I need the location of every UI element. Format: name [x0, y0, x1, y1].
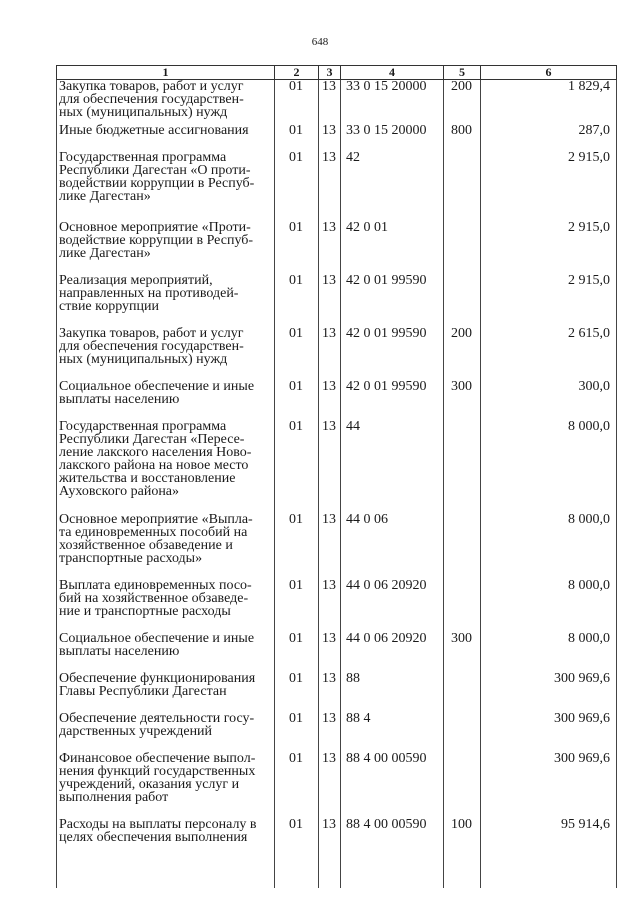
amount-cell: 8 000,0	[481, 513, 617, 579]
expense-name-line: Реализация мероприятий,	[59, 274, 213, 288]
expense-name-line: лике Дагестан»	[59, 189, 151, 204]
table-row	[57, 420, 617, 513]
expense-name-line: выплаты населению	[59, 392, 180, 407]
expense-name-line: Государственная программа	[59, 420, 227, 434]
subsection-code-cell: 13	[319, 380, 341, 420]
section-code-cell: 01	[275, 752, 319, 818]
subsection-code-cell: 13	[319, 221, 341, 274]
expense-name-cell	[57, 274, 275, 327]
expense-type-cell: 200	[444, 80, 481, 125]
expense-name-cell	[57, 380, 275, 420]
expense-name-line: Республики Дагестан «Пересе-	[59, 432, 245, 447]
column-header-6: 6	[481, 66, 617, 80]
expense-type-cell	[444, 752, 481, 818]
section-code-cell: 01	[275, 327, 319, 380]
expense-name-line: выплаты населению	[59, 644, 180, 659]
table-row	[57, 80, 617, 125]
expense-name-cell	[57, 579, 275, 632]
subsection-code-cell: 13	[319, 672, 341, 712]
section-code-cell: 01	[275, 513, 319, 579]
table-row	[57, 380, 617, 420]
amount-cell: 95 914,6	[481, 818, 617, 888]
expense-name-cell	[57, 752, 275, 818]
target-article-cell: 44 0 06 20920	[341, 579, 444, 632]
amount-cell: 8 000,0	[481, 420, 617, 513]
budget-table	[56, 65, 617, 888]
table-row	[57, 124, 617, 151]
target-article-cell: 88	[341, 672, 444, 712]
expense-name-line: Основное мероприятие «Проти-	[59, 221, 251, 235]
section-code-cell: 01	[275, 579, 319, 632]
expense-name-line: Социальное обеспечение и иные	[59, 632, 255, 646]
expense-type-cell	[444, 579, 481, 632]
expense-type-cell	[444, 274, 481, 327]
expense-name-line: Расходы на выплаты персоналу в	[59, 818, 257, 832]
expense-type-cell: 800	[444, 124, 481, 151]
amount-cell: 300,0	[481, 380, 617, 420]
expense-name-cell	[57, 818, 275, 888]
expense-name-line: Ауховского района»	[59, 484, 180, 499]
amount-cell: 8 000,0	[481, 632, 617, 672]
expense-name-line: ствие коррупции	[59, 299, 160, 314]
expense-name-line: Закупка товаров, работ и услуг	[59, 327, 244, 341]
section-code-cell: 01	[275, 124, 319, 151]
expense-type-cell: 300	[444, 380, 481, 420]
target-article-cell: 33 0 15 20000	[341, 124, 444, 151]
column-header-4: 4	[341, 66, 444, 80]
target-article-cell: 88 4	[341, 712, 444, 752]
expense-name-line: лике Дагестан»	[59, 246, 151, 261]
expense-name-cell	[57, 151, 275, 221]
expense-name-line: учреждений, оказания услуг и	[59, 777, 240, 792]
table-row	[57, 274, 617, 327]
target-article-cell: 42 0 01 99590	[341, 274, 444, 327]
target-article-cell: 44 0 06	[341, 513, 444, 579]
column-header-3: 3	[319, 66, 341, 80]
section-code-cell: 01	[275, 274, 319, 327]
expense-name-line: целях обеспечения выполнения	[59, 830, 248, 845]
subsection-code-cell: 13	[319, 752, 341, 818]
amount-cell: 8 000,0	[481, 579, 617, 632]
expense-name-line: Обеспечение функционирования	[59, 672, 256, 686]
target-article-cell: 33 0 15 20000	[341, 80, 444, 125]
expense-name-cell	[57, 672, 275, 712]
expense-name-cell	[57, 124, 275, 151]
expense-name-cell	[57, 632, 275, 672]
expense-name-cell	[57, 327, 275, 380]
expense-name-line: дарственных учреждений	[59, 724, 213, 739]
expense-name-line: хозяйственное обзаведение и	[59, 538, 233, 553]
table-header-row	[57, 66, 617, 80]
expense-name-line: Социальное обеспечение и иные	[59, 380, 255, 394]
table-row	[57, 513, 617, 579]
expense-type-cell	[444, 151, 481, 221]
expense-name-cell	[57, 221, 275, 274]
expense-name-line: лакского района на новое место	[59, 458, 249, 473]
expense-name-line: для обеспечения государствен-	[59, 339, 244, 354]
table-row	[57, 672, 617, 712]
expense-type-cell	[444, 420, 481, 513]
table-row	[57, 579, 617, 632]
amount-cell: 2 915,0	[481, 221, 617, 274]
subsection-code-cell: 13	[319, 632, 341, 672]
section-code-cell: 01	[275, 221, 319, 274]
expense-name-line: водействии коррупции в Респуб-	[59, 176, 255, 191]
target-article-cell: 44	[341, 420, 444, 513]
expense-name-line: Финансовое обеспечение выпол-	[59, 752, 256, 766]
expense-type-cell: 200	[444, 327, 481, 380]
expense-name-line: ление лакского населения Ново-	[59, 445, 252, 460]
target-article-cell: 88 4 00 00590	[341, 752, 444, 818]
target-article-cell: 42 0 01	[341, 221, 444, 274]
expense-type-cell	[444, 513, 481, 579]
section-code-cell: 01	[275, 80, 319, 125]
section-code-cell: 01	[275, 818, 319, 888]
table-row	[57, 327, 617, 380]
subsection-code-cell: 13	[319, 151, 341, 221]
subsection-code-cell: 13	[319, 274, 341, 327]
expense-name-line: транспортные расходы»	[59, 551, 203, 566]
target-article-cell: 42	[341, 151, 444, 221]
expense-name-line: жительства и восстановление	[59, 471, 236, 486]
table-row	[57, 818, 617, 888]
column-header-5: 5	[444, 66, 481, 80]
expense-name-line: Основное мероприятие «Выпла-	[59, 513, 253, 527]
target-article-cell: 44 0 06 20920	[341, 632, 444, 672]
target-article-cell: 42 0 01 99590	[341, 380, 444, 420]
expense-name-line: ние и транспортные расходы	[59, 604, 231, 619]
expense-name-line: водействие коррупции в Респуб-	[59, 233, 254, 248]
table-row	[57, 151, 617, 221]
expense-name-line: ных (муниципальных) нужд	[59, 352, 228, 367]
expense-name-line: Обеспечение деятельности госу-	[59, 712, 255, 726]
page-number: 648	[311, 36, 329, 48]
section-code-cell: 01	[275, 712, 319, 752]
expense-name-line: выполнения работ	[59, 790, 169, 805]
expense-name-line: Иные бюджетные ассигнования	[59, 124, 249, 138]
section-code-cell: 01	[275, 632, 319, 672]
section-code-cell: 01	[275, 420, 319, 513]
amount-cell: 300 969,6	[481, 672, 617, 712]
subsection-code-cell: 13	[319, 327, 341, 380]
subsection-code-cell: 13	[319, 579, 341, 632]
expense-name-cell	[57, 712, 275, 752]
expense-name-line: ных (муниципальных) нужд	[59, 105, 228, 120]
amount-cell: 2 915,0	[481, 151, 617, 221]
expense-name-cell	[57, 420, 275, 513]
table-row	[57, 712, 617, 752]
amount-cell: 300 969,6	[481, 752, 617, 818]
column-header-2: 2	[275, 66, 319, 80]
expense-name-line: направленных на противодей-	[59, 286, 239, 301]
expense-name-line: Главы Республики Дагестан	[59, 684, 227, 699]
table-row	[57, 221, 617, 274]
expense-name-line: Выплата единовременных посо-	[59, 579, 252, 593]
amount-cell: 2 915,0	[481, 274, 617, 327]
amount-cell: 287,0	[481, 124, 617, 151]
section-code-cell: 01	[275, 672, 319, 712]
expense-name-line: та единовременных пособий на	[59, 525, 248, 540]
section-code-cell: 01	[275, 380, 319, 420]
target-article-cell: 42 0 01 99590	[341, 327, 444, 380]
amount-cell: 2 615,0	[481, 327, 617, 380]
subsection-code-cell: 13	[319, 124, 341, 151]
subsection-code-cell: 13	[319, 513, 341, 579]
expense-name-line: бий на хозяйственное обзаведе-	[59, 591, 249, 606]
expense-name-line: нения функций государственных	[59, 764, 256, 779]
expense-name-line: Государственная программа	[59, 151, 227, 165]
expense-type-cell: 300	[444, 632, 481, 672]
amount-cell: 1 829,4	[481, 80, 617, 125]
subsection-code-cell: 13	[319, 818, 341, 888]
expense-type-cell: 100	[444, 818, 481, 888]
expense-type-cell	[444, 221, 481, 274]
column-header-1: 1	[57, 66, 275, 80]
subsection-code-cell: 13	[319, 80, 341, 125]
expense-name-line: Республики Дагестан «О проти-	[59, 163, 251, 178]
expense-type-cell	[444, 712, 481, 752]
table-row	[57, 632, 617, 672]
table-row	[57, 752, 617, 818]
expense-name-cell	[57, 80, 275, 125]
target-article-cell: 88 4 00 00590	[341, 818, 444, 888]
expense-name-line: для обеспечения государствен-	[59, 92, 244, 107]
expense-type-cell	[444, 672, 481, 712]
section-code-cell: 01	[275, 151, 319, 221]
subsection-code-cell: 13	[319, 712, 341, 752]
expense-name-line: Закупка товаров, работ и услуг	[59, 79, 244, 94]
amount-cell: 300 969,6	[481, 712, 617, 752]
expense-name-cell	[57, 513, 275, 579]
subsection-code-cell: 13	[319, 420, 341, 513]
